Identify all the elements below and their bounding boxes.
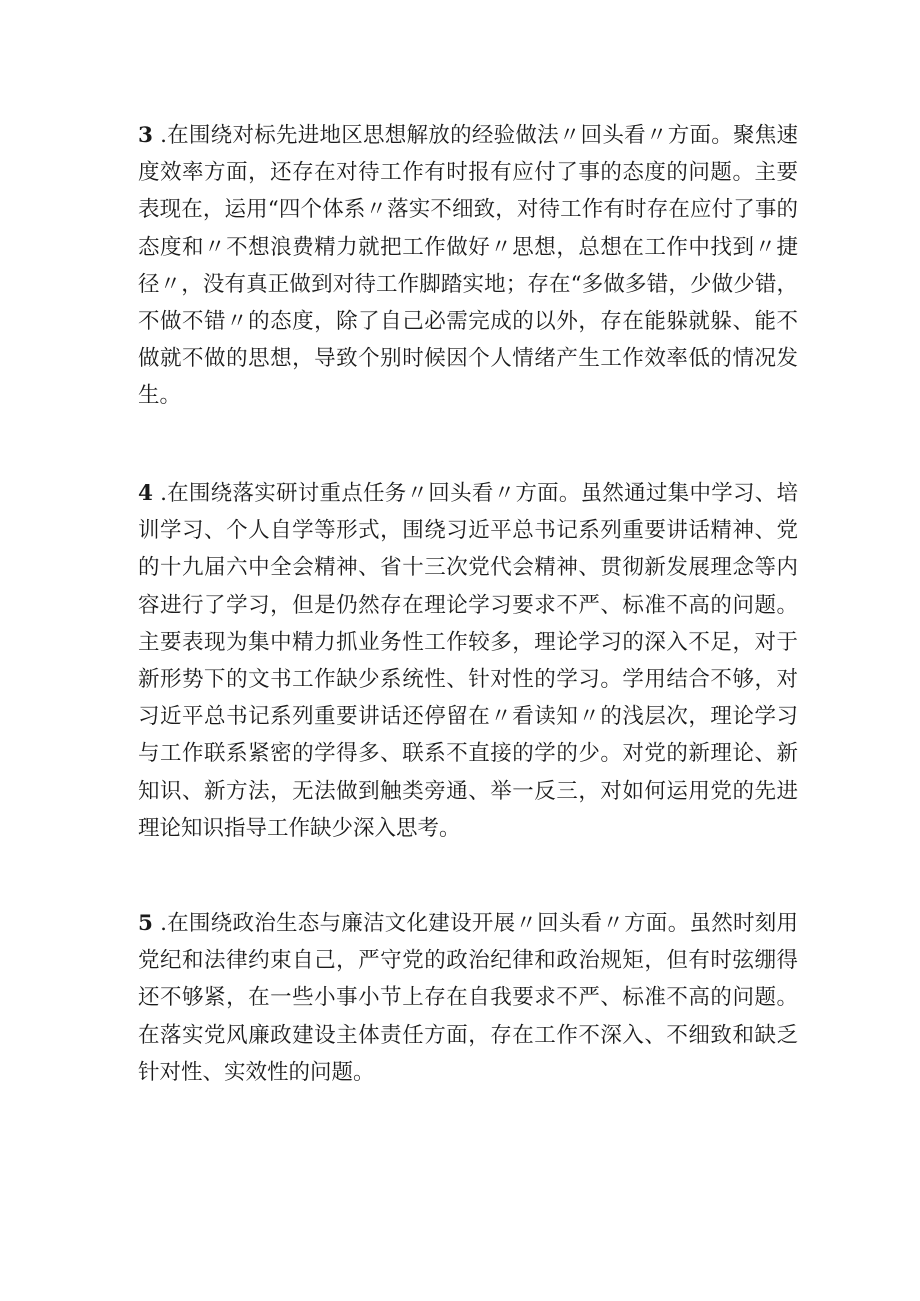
paragraph-3 (138, 117, 798, 415)
paragraph-text: .在围绕对标先进地区思想解放的经验做法〃回头看〃方面。聚焦速度效率方面，还存在对待工作有时报有应付了事的态度的问题。主要表现在，运用“四个体系〃落实不细致，对待工作有时存在应付了事的态度和〃不想浪费精力就把工作做好〃思想，总想在工作中找到〃捷径〃，没有真正做到对待工作脚踏实地；存在“多做多错，少做少错，不做不错〃的态度，除了自己必需完成的以外，存在能躲就躲、能不做就不做的思想，导致个别时候因个人情绪产生工作效率低的情况发生。 (138, 123, 798, 409)
paragraph-number: 4 (138, 481, 153, 506)
paragraph-number: 3 (138, 123, 153, 148)
paragraph-5 (138, 905, 798, 1091)
paragraph-text: .在围绕落实研讨重点任务〃回头看〃方面。虽然通过集中学习、培训学习、个人自学等形式，围绕习近平总书记系列重要讲话精神、党的十九届六中全会精神、省十三次党代会精神、贯彻新发展理念等内容进行了学习，但是仍然存在理论学习要求不严、标准不高的问题。主要表现为集中精力抓业务性工作较多，理论学习的深入不足，对于新形势下的文书工作缺少系统性、针对性的学习。学用结合不够，对习近平总书记系列重要讲话还停留在〃看读知〃的浅层次，理论学习与工作联系紧密的学得多、联系不直接的学的少。对党的新理论、新知识、新方法，无法做到触类旁通、举一反三，对如何运用党的先进理论知识指导工作缺少深入思考。 (138, 481, 798, 841)
paragraph-number: 5 (138, 911, 153, 936)
paragraph-4 (138, 475, 798, 847)
paragraph-text: .在围绕政治生态与廉洁文化建设开展〃回头看〃方面。虽然时刻用党纪和法律约束自己，严守党的政治纪律和政治规矩，但有时弦绷得还不够紧，在一些小事小节上存在自我要求不严、标准不高的问题。在落实党风廉政建设主体责任方面，存在工作不深入、不细致和缺乏针对性、实效性的问题。 (138, 911, 798, 1085)
